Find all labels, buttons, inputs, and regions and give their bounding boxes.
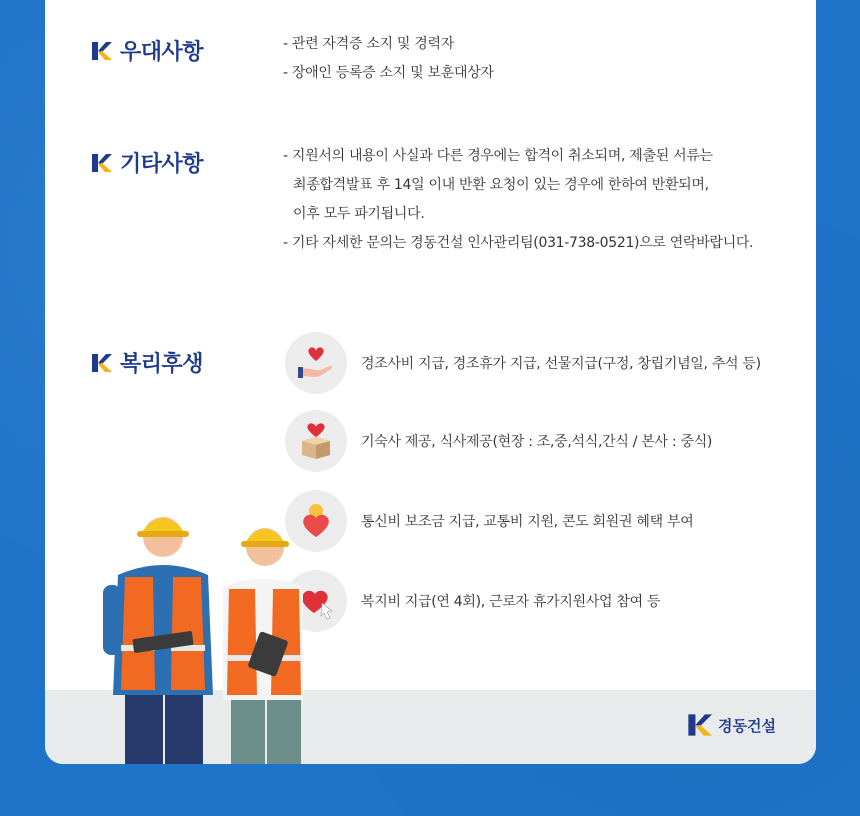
welfare-item-text: 기숙사 제공, 식사제공(현장 : 조,중,석식,간식 / 본사 : 중식) bbox=[361, 434, 713, 450]
other-title: 기타사항 bbox=[90, 147, 203, 178]
welfare-item bbox=[285, 570, 660, 632]
preference-list bbox=[283, 30, 494, 88]
other-line: 최종합격발표 후 14일 이내 반환 요청이 있는 경우에 한하여 반환되며, bbox=[293, 177, 709, 193]
k-logo-icon bbox=[90, 40, 112, 62]
welfare-item-text: 경조사비 지급, 경조휴가 지급, 선물지급(구정, 창립기념일, 추석 등) bbox=[361, 356, 761, 372]
brand-name: 경동건설 bbox=[718, 716, 776, 735]
welfare-title: 복리후생 bbox=[90, 347, 203, 378]
preference-line: - 장애인 등록증 소지 및 보훈대상자 bbox=[283, 65, 494, 81]
k-logo-icon bbox=[90, 152, 112, 174]
other-line: - 지원서의 내용이 사실과 다른 경우에는 합격이 취소되며, 제출된 서류는 bbox=[283, 148, 713, 164]
brand-logo bbox=[686, 712, 776, 738]
welfare-item bbox=[285, 490, 693, 552]
welfare-item bbox=[285, 410, 712, 472]
construction-workers-illustration bbox=[63, 495, 303, 764]
other-list bbox=[283, 142, 753, 258]
k-logo-icon bbox=[90, 352, 112, 374]
welfare-item-text: 복지비 지급(연 4회), 근로자 휴가지원사업 참여 등 bbox=[361, 594, 661, 610]
k-logo-icon bbox=[686, 712, 712, 738]
other-line: 이후 모두 파기됩니다. bbox=[293, 206, 425, 222]
preference-line: - 관련 자격증 소지 및 경력자 bbox=[283, 36, 454, 52]
box-heart-icon bbox=[285, 410, 347, 472]
other-line: - 기타 자세한 문의는 경동건설 인사관리팀(031-738-0521)으로 연락바랍니다. bbox=[283, 235, 754, 251]
hand-heart-icon bbox=[285, 332, 347, 394]
preference-title: 우대사항 bbox=[90, 35, 203, 66]
content-card bbox=[45, 0, 816, 764]
welfare-item-text: 통신비 보조금 지급, 교통비 지원, 콘도 회원권 혜택 부여 bbox=[361, 514, 694, 530]
welfare-item bbox=[285, 332, 761, 394]
